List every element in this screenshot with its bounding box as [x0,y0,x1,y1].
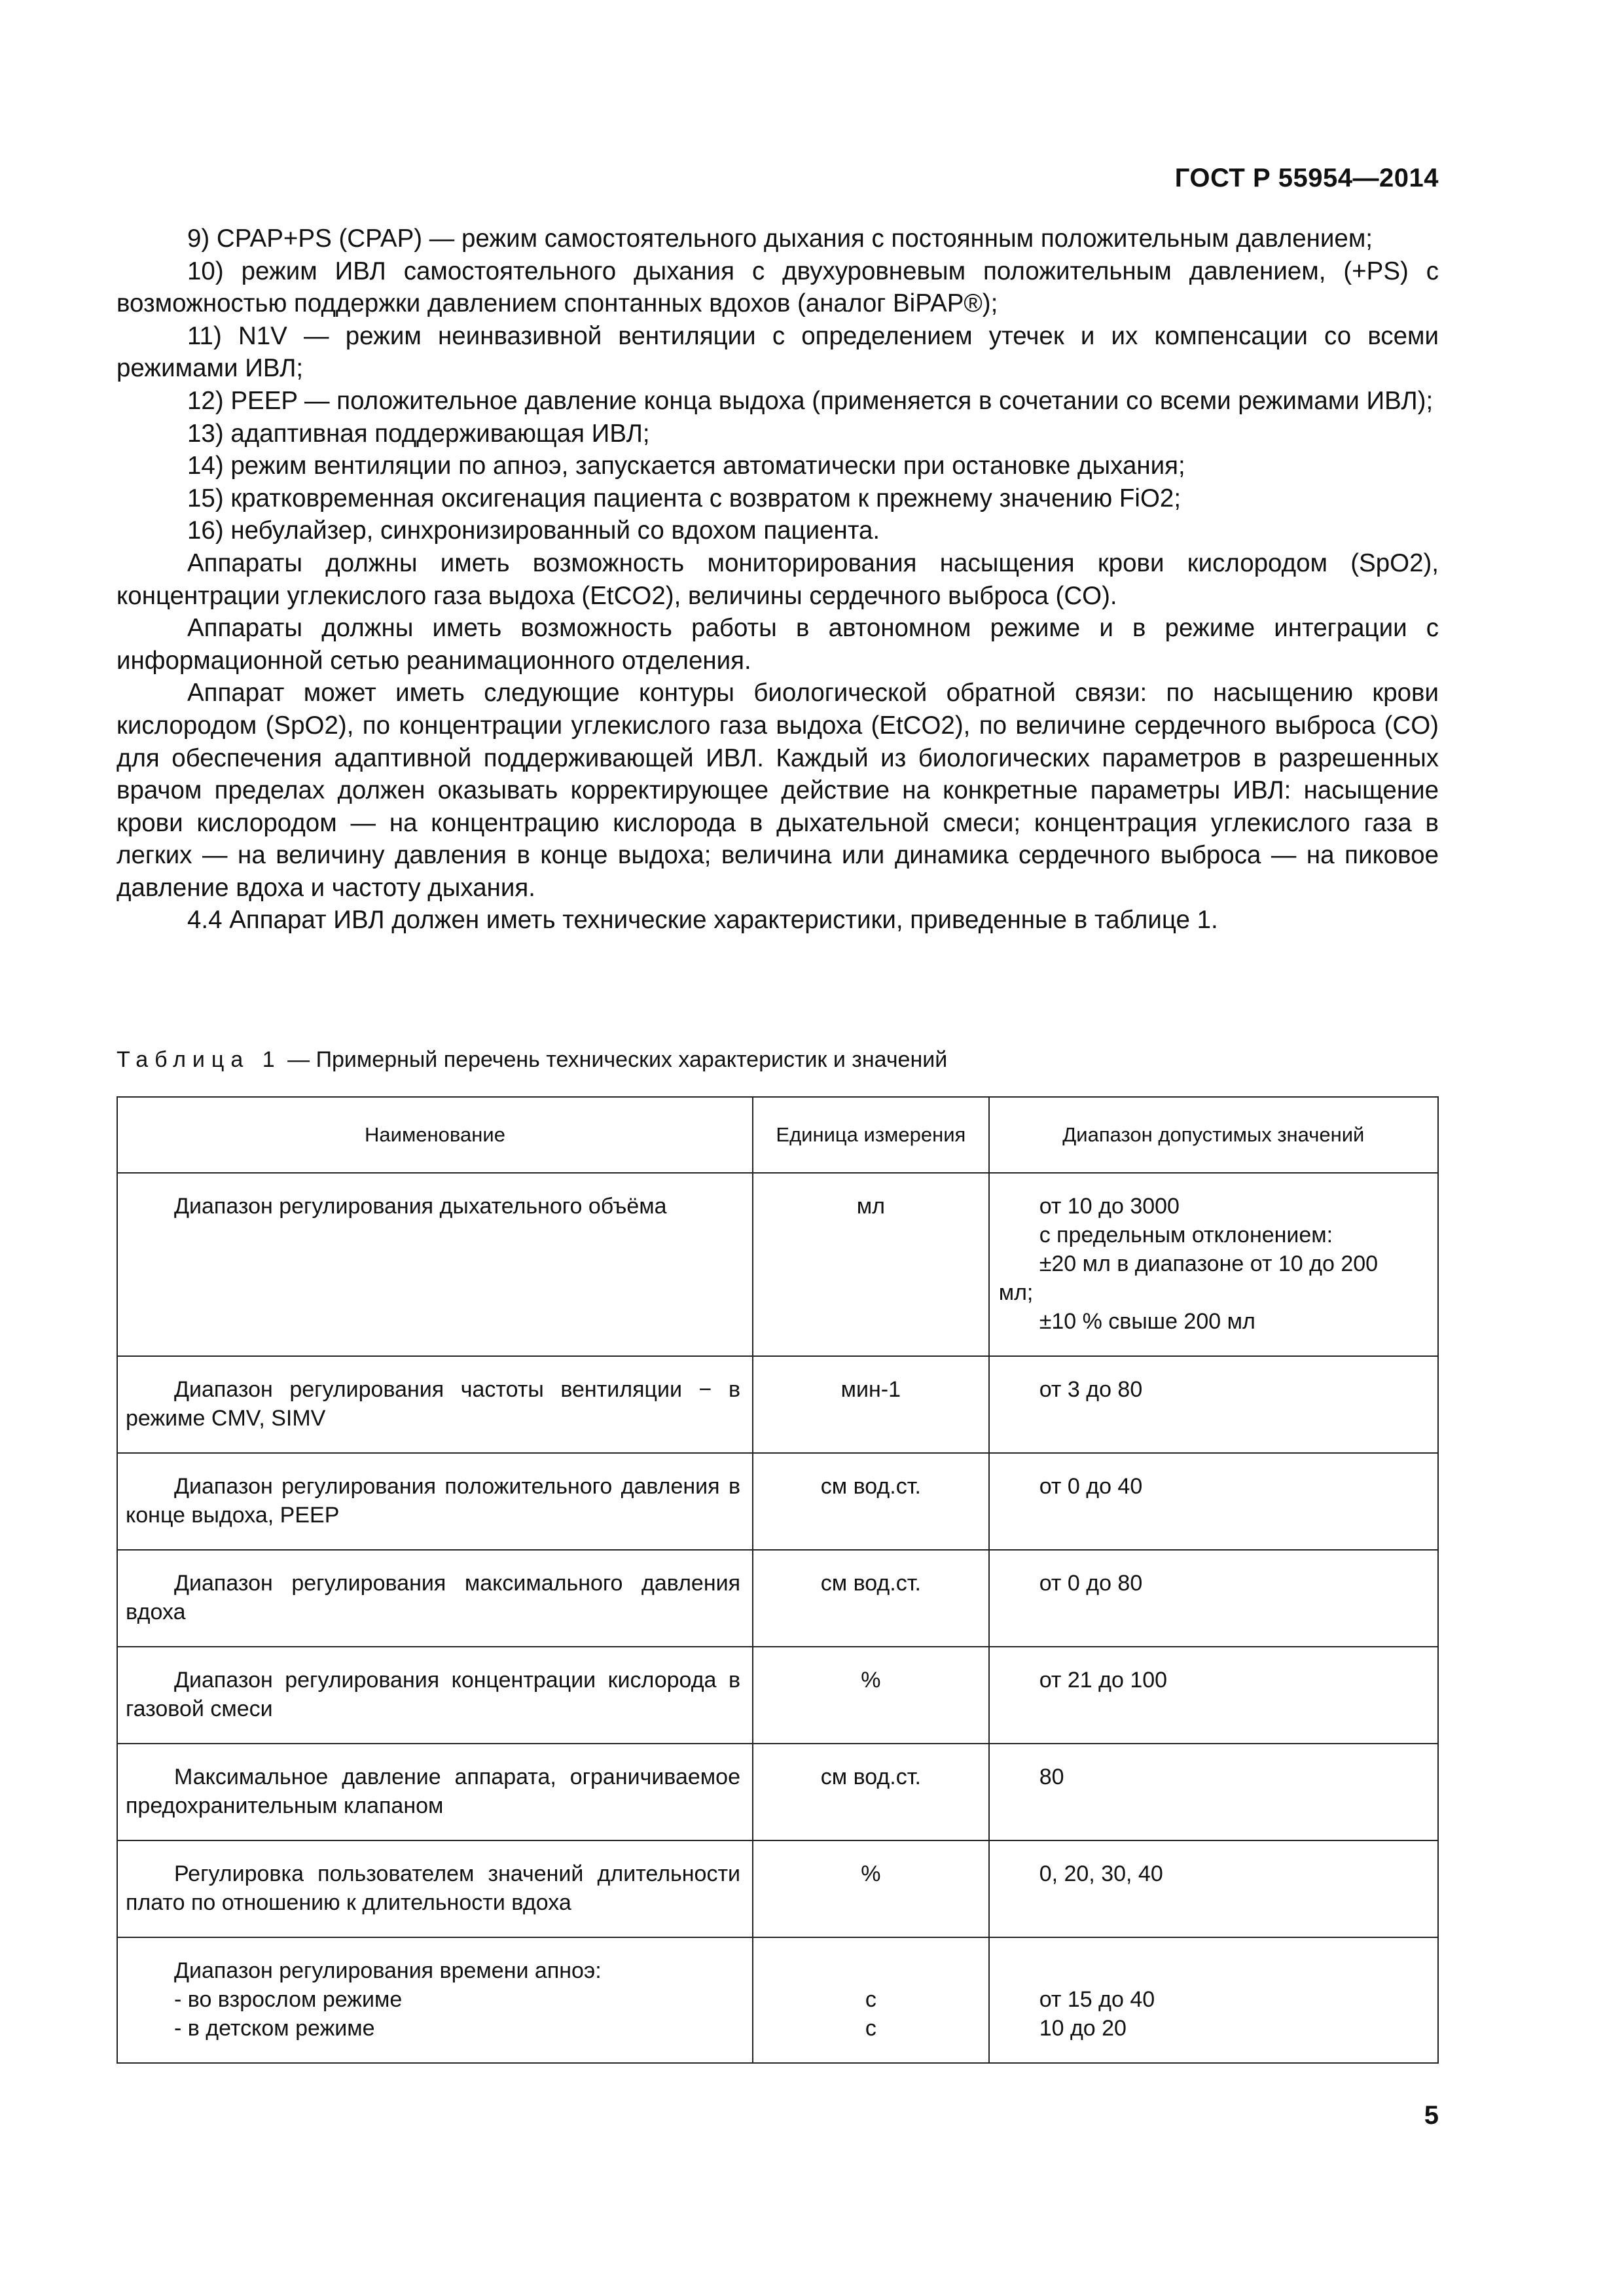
cell-unit [753,1937,989,2063]
paragraph: 11) N1V — режим неинвазивной вентиляции с определением утечек и их компенсации со всеми режимами ИВЛ; [117,321,1439,383]
cell-unit [753,1744,989,1840]
cell-range [989,1744,1438,1840]
cell-unit-line: см вод.ст. [820,1571,921,1596]
cell-unit-line: мин-1 [840,1377,901,1402]
cell-unit [753,1453,989,1550]
cell-range-line: 80 [1039,1765,1064,1789]
column-header-name: Наименование [117,1097,753,1173]
paragraph: 14) режим вентиляции по апноэ, запускается автоматически при остановке дыхания; [187,452,1185,480]
column-header-range: Диапазон допустимых значений [989,1097,1438,1173]
cell-name [117,1173,753,1356]
table-row [117,1550,1438,1647]
paragraph: 10) режим ИВЛ самостоятельного дыхания с двухуровневым положительным давлением, (+PS) с возможностью поддержки давлением спонтанных вдохов (аналог BiPAP®); [117,257,1439,318]
cell-range-line: от 21 до 100 [1039,1668,1168,1693]
paragraph: 16) небулайзер, синхронизированный со вдохом пациента. [187,516,880,545]
cell-unit-line: % [861,1668,881,1693]
cell-unit-line: с [865,2016,876,2041]
paragraph: 4.4 Аппарат ИВЛ должен иметь технические характеристики, приведенные в таблице 1. [187,906,1218,935]
cell-unit [753,1647,989,1744]
cell-unit [753,1840,989,1937]
table-row [117,1744,1438,1840]
paragraph: Аппараты должны иметь возможность мониторирования насыщения крови кислородом (SpO2), концентрации углекислого газа выдоха (EtCO2), величины сердечного выброса (CO). [117,548,1439,610]
cell-range-line: мл; [998,1280,1034,1305]
cell-range [989,1453,1438,1550]
table-row [117,1173,1438,1356]
cell-range [989,1647,1438,1744]
cell-unit [753,1173,989,1356]
cell-name [117,1356,753,1453]
cell-name-line: Максимальное давление аппарата, ограничиваемое предохранительным клапаном [126,1765,741,1818]
cell-name-line: - в детском режиме [174,2016,375,2041]
cell-unit [753,1550,989,1647]
table-header-row [117,1097,1438,1173]
cell-range-line: от 10 до 3000 [1039,1194,1180,1219]
cell-name-line: Диапазон регулирования максимального давления вдоха [126,1571,741,1624]
cell-name-line: Диапазон регулирования частоты вентиляции − в режиме CMV, SIMV [126,1377,741,1431]
cell-range-line: от 0 до 40 [1039,1474,1143,1499]
cell-unit-line: см вод.ст. [820,1474,921,1499]
cell-range [989,1173,1438,1356]
cell-range-line: 0, 20, 30, 40 [1039,1861,1163,1886]
cell-unit-line: мл [856,1194,885,1219]
spec-table [117,1096,1439,2064]
cell-range-line: с предельным отклонением: [1039,1223,1333,1247]
cell-range [989,1356,1438,1453]
cell-unit-line: см вод.ст. [820,1765,921,1789]
paragraph: 9) CPAP+PS (CPAP) — режим самостоятельного дыхания с постоянным положительным давлением; [187,224,1373,253]
cell-name [117,1840,753,1937]
table-row [117,1453,1438,1550]
cell-range [989,1840,1438,1937]
table-row [117,1356,1438,1453]
cell-name-line: Регулировка пользователем значений длительности плато по отношению к длительности вдоха [126,1861,741,1915]
table-caption-label: Таблица 1 [117,1047,281,1072]
cell-name-line: Диапазон регулирования дыхательного объёма [174,1194,667,1219]
table-body [117,1173,1438,2063]
table-caption-text: — Примерный перечень технических характеристик и значений [281,1047,948,1072]
cell-unit-line: % [861,1861,881,1886]
cell-name [117,1550,753,1647]
cell-name [117,1744,753,1840]
cell-range [989,1550,1438,1647]
cell-unit-line: с [865,1987,876,2012]
cell-range-line: 10 до 20 [1039,2016,1127,2041]
cell-name-line: Диапазон регулирования положительного давления в конце выдоха, PEEP [126,1474,741,1528]
paragraph: Аппараты должны иметь возможность работы в автономном режиме и в режиме интеграции с информационной сетью реанимационного отделения. [117,614,1439,675]
cell-range-line: ±10 % свыше 200 мл [1039,1309,1255,1334]
table-row [117,1647,1438,1744]
paragraph: Аппарат может иметь следующие контуры биологической обратной связи: по насыщению крови кислородом (SpO2), по концентрации углекислого газа выдоха (EtCO2), по величине сердечного выброса (CO) для обеспечения адаптивной поддерживающей ИВЛ. Каждый из биологических параметров в разрешенных врачом пределах должен оказывать корректирующее действие на конкретные параметры ИВЛ: насыщение крови кислородом — на концентрацию кислорода в дыхательной смеси; концентрация углекислого газа в легких — на величину давления в конце выдоха; величина или динамика сердечного выброса — на пиковое давление вдоха и частоту дыхания. [117,679,1439,902]
cell-range-line: ±20 мл в диапазоне от 10 до 200 [1039,1251,1379,1276]
cell-name-line: - во взрослом режиме [174,1987,403,2012]
cell-name [117,1937,753,2063]
paragraph: 15) кратковременная оксигенация пациента с возвратом к прежнему значению FiO2; [187,484,1182,512]
cell-unit-line [763,1956,979,1985]
table-row [117,1840,1438,1937]
table-caption [117,1047,947,1073]
cell-unit [753,1356,989,1453]
body-text [117,223,1439,937]
cell-range-line: от 15 до 40 [1039,1987,1155,2012]
cell-name [117,1647,753,1744]
cell-range [989,1937,1438,2063]
column-header-unit: Единица измерения [753,1097,989,1173]
cell-range-line: от 0 до 80 [1039,1571,1143,1596]
page-number: 5 [1424,2101,1439,2130]
document-header: ГОСТ Р 55954—2014 [1174,164,1439,192]
cell-range-line [999,1956,1428,1985]
cell-name-line: Диапазон регулирования концентрации кислорода в газовой смеси [126,1668,741,1721]
cell-name [117,1453,753,1550]
cell-range-line: от 3 до 80 [1039,1377,1143,1402]
table-row [117,1937,1438,2063]
paragraph: 12) PEEP — положительное давление конца выдоха (применяется в сочетании со всеми режимами ИВЛ); [187,386,1434,415]
paragraph: 13) адаптивная поддерживающая ИВЛ; [187,419,650,448]
cell-name-line: Диапазон регулирования времени апноэ: [174,1958,602,1983]
